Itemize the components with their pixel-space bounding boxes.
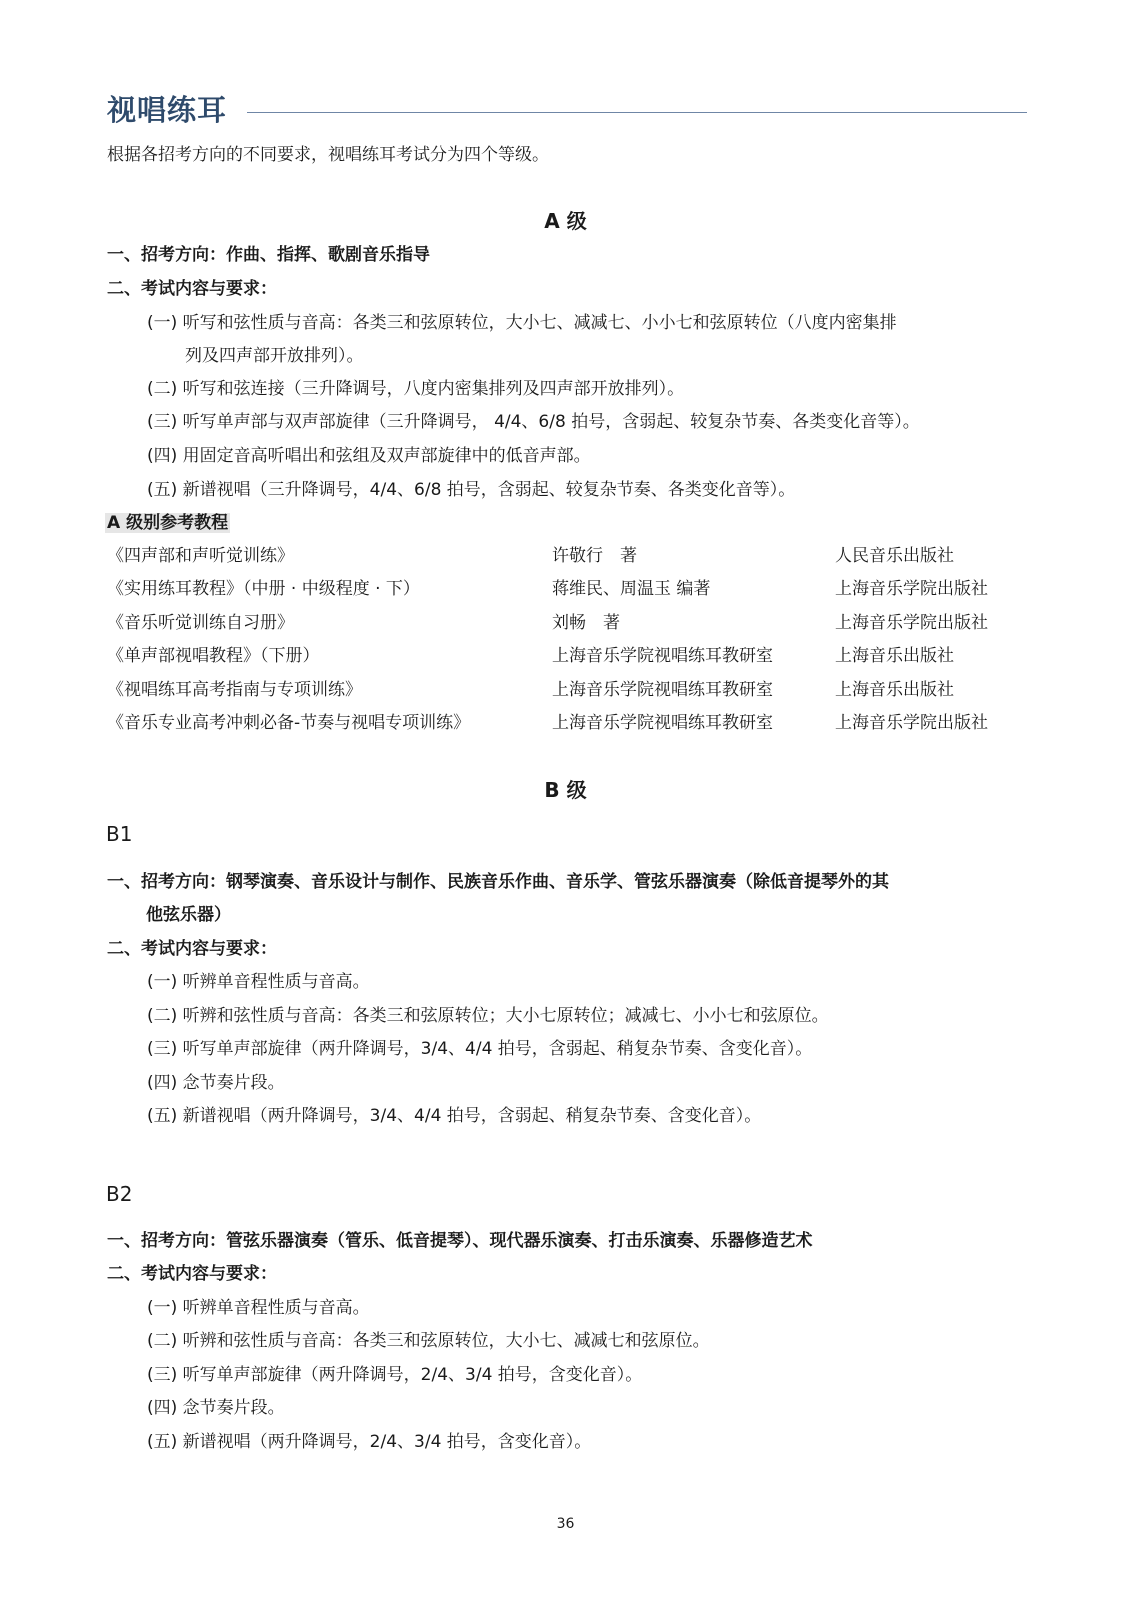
section-a-refs-heading <box>105 512 230 534</box>
subsection-b2-item: (二) 听辨和弦性质与音高：各类三和弦原转位，大小七、减减七和弦原位。 <box>147 1331 710 1351</box>
section-a-direction: 一、招考方向：作曲、指挥、歌剧音乐指导 <box>107 245 430 265</box>
section-b-heading: B 级 <box>544 778 587 802</box>
reference-author: 上海音乐学院视唱练耳教研室 <box>552 680 773 700</box>
subsection-b2-label: B2 <box>106 1182 133 1206</box>
reference-row <box>107 545 1027 567</box>
reference-publisher: 上海音乐出版社 <box>835 646 954 666</box>
reference-row <box>107 645 1027 667</box>
subsection-b2-direction: 一、招考方向：管弦乐器演奏（管乐、低音提琴）、现代器乐演奏、打击乐演奏、乐器修造艺术 <box>107 1231 813 1251</box>
page-title: 视唱练耳 <box>107 93 228 127</box>
section-a-item: (五) 新谱视唱（三升降调号，4/4、6/8 拍号，含弱起、较复杂节奏、各类变化音等）。 <box>147 480 796 500</box>
reference-publisher: 上海音乐学院出版社 <box>835 613 988 633</box>
reference-book: 《音乐听觉训练自习册》 <box>107 613 294 633</box>
subsection-b1-content-heading: 二、考试内容与要求： <box>107 939 277 959</box>
subsection-b1-direction-continued: 他弦乐器） <box>146 905 231 925</box>
reference-book: 《音乐专业高考冲刺必备-节奏与视唱专项训练》 <box>107 713 471 733</box>
reference-author: 上海音乐学院视唱练耳教研室 <box>552 646 773 666</box>
reference-publisher: 人民音乐出版社 <box>835 546 954 566</box>
reference-author: 许敬行 著 <box>552 546 637 566</box>
reference-book: 《四声部和声听觉训练》 <box>107 546 294 566</box>
section-a-item: (四) 用固定音高听唱出和弦组及双声部旋律中的低音声部。 <box>147 446 591 466</box>
reference-publisher: 上海音乐学院出版社 <box>835 713 988 733</box>
section-a-item: (一) 听写和弦性质与音高：各类三和弦原转位，大小七、减减七、小小七和弦原转位（八度内密集排 <box>147 313 897 333</box>
subsection-b1-label: B1 <box>106 822 133 846</box>
subsection-b2-item: (四) 念节奏片段。 <box>147 1398 285 1418</box>
intro-text: 根据各招考方向的不同要求，视唱练耳考试分为四个等级。 <box>107 145 549 165</box>
title-row <box>107 88 1027 136</box>
subsection-b2-content-heading: 二、考试内容与要求： <box>107 1264 277 1284</box>
subsection-b2-item: (一) 听辨单音程性质与音高。 <box>147 1298 370 1318</box>
reference-book: 《单声部视唱教程》（下册） <box>107 646 320 666</box>
reference-book: 《实用练耳教程》（中册 · 中级程度 · 下） <box>107 579 420 599</box>
reference-author: 上海音乐学院视唱练耳教研室 <box>552 713 773 733</box>
section-a-item-continued: 列及四声部开放排列）。 <box>185 346 364 366</box>
refs-heading-highlight: A 级别参考教程 <box>107 513 229 533</box>
reference-row <box>107 578 1027 600</box>
section-a-item: (三) 听写单声部与双声部旋律（三升降调号， 4/4、6/8 拍号，含弱起、较复杂节奏、各类变化音等）。 <box>147 412 920 432</box>
subsection-b1-item: (二) 听辨和弦性质与音高：各类三和弦原转位；大小七原转位；减减七、小小七和弦原位。 <box>147 1006 829 1026</box>
reference-book: 《视唱练耳高考指南与专项训练》 <box>107 680 362 700</box>
subsection-b1-item: (三) 听写单声部旋律（两升降调号，3/4、4/4 拍号，含弱起、稍复杂节奏、含变化音）。 <box>147 1039 813 1059</box>
subsection-b1-item: (五) 新谱视唱（两升降调号，3/4、4/4 拍号，含弱起、稍复杂节奏、含变化音）。 <box>147 1106 762 1126</box>
section-a-heading: A 级 <box>544 209 587 233</box>
section-a-content-heading: 二、考试内容与要求： <box>107 279 277 299</box>
reference-row <box>107 679 1027 701</box>
reference-author: 蒋维民、周温玉 编著 <box>552 579 711 599</box>
reference-row <box>107 712 1027 734</box>
subsection-b1-item: (一) 听辨单音程性质与音高。 <box>147 972 370 992</box>
section-a-item: (二) 听写和弦连接（三升降调号，八度内密集排列及四声部开放排列）。 <box>147 379 685 399</box>
reference-author: 刘畅 著 <box>552 613 620 633</box>
page-number: 36 <box>556 1516 575 1532</box>
subsection-b1-direction: 一、招考方向：钢琴演奏、音乐设计与制作、民族音乐作曲、音乐学、管弦乐器演奏（除低音提琴外的其 <box>107 872 889 892</box>
reference-row <box>107 612 1027 634</box>
subsection-b2-item: (五) 新谱视唱（两升降调号，2/4、3/4 拍号，含变化音）。 <box>147 1432 592 1452</box>
subsection-b1-item: (四) 念节奏片段。 <box>147 1073 285 1093</box>
reference-publisher: 上海音乐学院出版社 <box>835 579 988 599</box>
reference-publisher: 上海音乐出版社 <box>835 680 954 700</box>
title-rule <box>247 112 1027 113</box>
subsection-b2-item: (三) 听写单声部旋律（两升降调号，2/4、3/4 拍号，含变化音）。 <box>147 1365 643 1385</box>
